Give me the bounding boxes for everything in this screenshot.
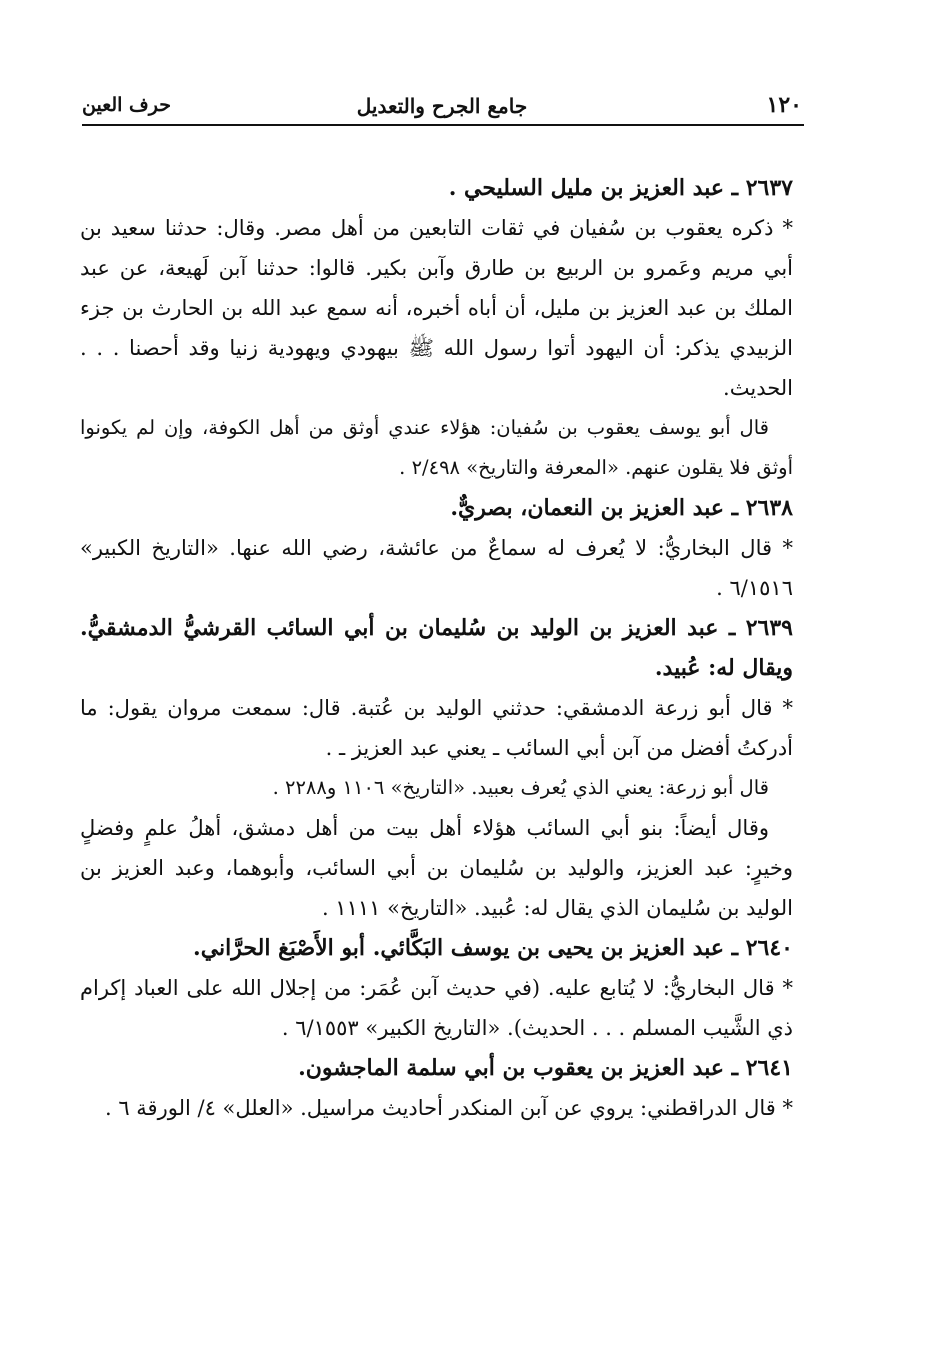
entry-heading: ٢٦٣٧ ـ عبد العزيز بن مليل السليحي . bbox=[448, 175, 793, 201]
entry-paragraph: وقال أيضاً: بنو أبي السائب هؤلاء أهل بيت من أهل دمشق، أهلُ علمٍ وفضلٍ وخيرٍ: عبد العزيز، والوليد بن سُليمان بن أبي السائب، وأبوهما، وعبد العزيز بن الوليد بن سُليمان الذي يقال له: عُبيد. «التاريخ» ١١١١ . bbox=[80, 816, 793, 920]
entry-heading: ٢٦٣٨ ـ عبد العزيز بن النعمان، بصريٌّ. bbox=[450, 495, 793, 521]
header-rule bbox=[82, 124, 804, 126]
entry bbox=[80, 928, 793, 1048]
section-title: حرف العين bbox=[82, 94, 171, 116]
entry-paragraph: قال أبو يوسف يعقوب بن سُفيان: هؤلاء عندي أوثق من أهل الكوفة، وإن لم يكونوا أوثق فلا يقلون عنهم. «المعرفة والتاريخ» ٢/٤٩٨ . bbox=[80, 416, 793, 479]
entry bbox=[80, 168, 793, 488]
page-header bbox=[82, 92, 802, 126]
page-number: ١٢٠ bbox=[766, 92, 802, 118]
entry-heading: ٢٦٤١ ـ عبد العزيز بن يعقوب بن أبي سلمة الماجشون. bbox=[298, 1055, 793, 1081]
entry-paragraph: * قال البخاريُّ: لا يُتابع عليه. (في حديث آبن عُمَر: من إجلال الله على العباد إكرام ذي الشَّيب المسلم . . . الحديث). «التاريخ الكبير» ٦/١٥٥٣ . bbox=[80, 976, 793, 1040]
entry-heading: ٢٦٣٩ ـ عبد العزيز بن الوليد بن سُليمان بن أبي السائب القرشيُّ الدمشقيُّ. ويقال له: عُبيد. bbox=[80, 615, 793, 681]
book-title: جامع الجرح والتعديل bbox=[356, 94, 528, 118]
entry-paragraph: * قال الدراقطني: يروي عن آبن المنكدر أحاديث مراسيل. «العلل» ٤/ الورقة ٦ . bbox=[104, 1096, 793, 1120]
entry bbox=[80, 1048, 793, 1128]
entry bbox=[80, 488, 793, 608]
entry-paragraph: قال أبو زرعة: يعني الذي يُعرف بعبيد. «التاريخ» ١١٠٦ و٢٢٨٨ . bbox=[272, 776, 769, 799]
entry-paragraph: * ذكره يعقوب بن سُفيان في ثقات التابعين من أهل مصر. وقال: حدثنا سعيد بن أبي مريم وعَمرو بن الربيع بن طارق وآبن بكير. قالوا: حدثنا آبن لَهيعة، عن عبد الملك بن عبد العزيز بن مليل، أن أباه أخبره، أنه سمع عبد الله بن الحارث بن جزء الزبيدي يذكر: أن اليهود أتوا رسول الله ﷺ بيهودي ويهودية زنيا وقد أحصنا . . . الحديث. bbox=[80, 216, 793, 400]
entry-paragraph: * قال البخاريُّ: لا يُعرف له سماعٌ من عائشة، رضي الله عنها. «التاريخ الكبير» ٦/١٥١٦ . bbox=[80, 536, 793, 600]
entry-paragraph: * قال أبو زرعة الدمشقي: حدثني الوليد بن عُتبة. قال: سمعت مروان يقول: ما أدركتُ أفضل من آبن أبي السائب ـ يعني عبد العزيز ـ . bbox=[80, 696, 793, 760]
entry-heading: ٢٦٤٠ ـ عبد العزيز بن يحيى بن يوسف البَكَّائي. أبو الأَصْبَغ الحرَّاني. bbox=[193, 935, 793, 961]
entry bbox=[80, 608, 793, 928]
page-body bbox=[80, 168, 793, 1128]
